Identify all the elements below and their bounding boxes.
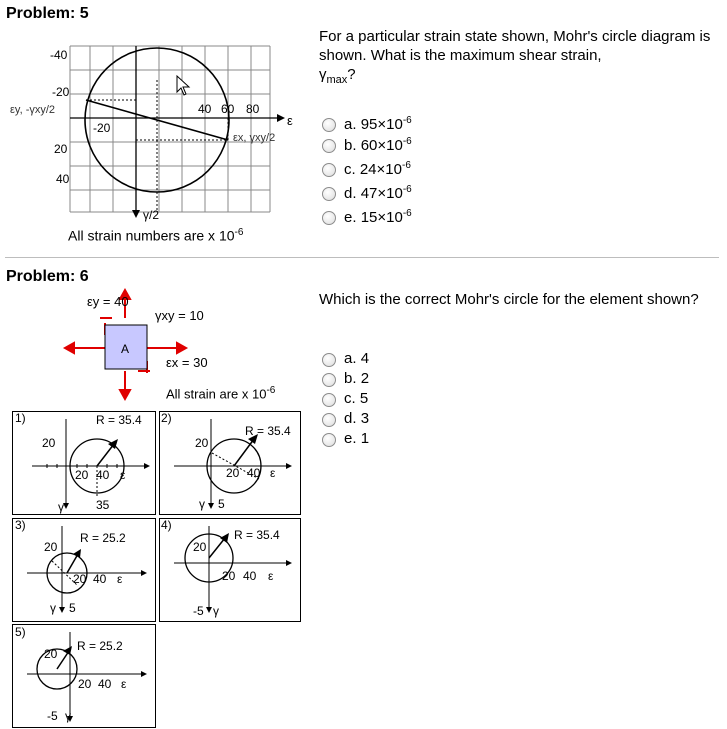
p6-gamma-xy: γxy = 10 bbox=[155, 308, 204, 323]
p5-point-x-label: εx, γxy/2 bbox=[233, 132, 276, 144]
radio-button[interactable] bbox=[322, 433, 336, 447]
p5-tick-top-2: 40 bbox=[198, 102, 212, 116]
section-divider bbox=[5, 257, 719, 258]
diagram-2-radius: R = 35.4 bbox=[245, 424, 291, 438]
radio-button[interactable] bbox=[322, 118, 336, 132]
radio-button[interactable] bbox=[322, 353, 336, 367]
p5-tick-left-1: -40 bbox=[50, 48, 68, 62]
diagram-3-left-tick: 20 bbox=[44, 540, 58, 554]
p5-point-y-label: εy, -γxy/2 bbox=[10, 104, 56, 116]
diagram-4-left-tick: 20 bbox=[193, 540, 207, 554]
diagram-2-eps: ε bbox=[270, 466, 276, 480]
diagram-1-left-tick: 20 bbox=[42, 436, 56, 450]
diagram-1-number: 1) bbox=[15, 411, 26, 425]
problem-6-title: Problem: 6 bbox=[6, 268, 89, 285]
diagram-5-tick-20: 20 bbox=[78, 677, 92, 691]
p6-element-label: A bbox=[121, 342, 130, 356]
p5-tick-top-3: 60 bbox=[221, 102, 235, 116]
diagram-5-eps: ε bbox=[121, 677, 127, 691]
diagram-5-radius: R = 25.2 bbox=[77, 639, 123, 653]
diagram-5-tick-40: 40 bbox=[98, 677, 112, 691]
diagram-5-gamma: γ bbox=[65, 709, 71, 723]
diagram-3-eps: ε bbox=[117, 572, 123, 586]
diagram-1-radius: R = 35.4 bbox=[96, 413, 142, 427]
diagram-2-number: 2) bbox=[161, 411, 172, 425]
diagram-4-tick-20: 20 bbox=[222, 569, 236, 583]
diagram-3-gamma: γ bbox=[50, 601, 56, 615]
diagram-2-tick-20: 20 bbox=[226, 466, 240, 480]
diagram-1-tick-40: 40 bbox=[96, 468, 110, 482]
diagram-1-tick-20: 20 bbox=[75, 468, 89, 482]
diagram-5-ext: -5 bbox=[47, 709, 58, 723]
diagram-1-eps: ε bbox=[120, 468, 126, 482]
diagram-2-left-tick: 20 bbox=[195, 436, 209, 450]
diagram-4-ext: -5 bbox=[193, 604, 204, 618]
diagram-3-number: 3) bbox=[15, 518, 26, 532]
diagram-2-ext: 5 bbox=[218, 497, 225, 511]
p5-tick-left-4: 40 bbox=[56, 172, 70, 186]
p5-tick-left-3: 20 bbox=[54, 142, 68, 156]
diagram-3-tick-20: 20 bbox=[73, 572, 87, 586]
diagram-4-eps: ε bbox=[268, 569, 274, 583]
radio-button[interactable] bbox=[322, 211, 336, 225]
p5-eps-axis-label: ε bbox=[287, 113, 293, 128]
p6-eps-x: εx = 30 bbox=[166, 355, 208, 370]
p6-eps-y: εy = 40 bbox=[87, 294, 129, 309]
p5-units-note: All strain numbers are x $10^{-6}$ bbox=[68, 227, 244, 244]
p5-tick-top-4: 80 bbox=[246, 102, 260, 116]
p5-tick-top-1: -20 bbox=[93, 121, 111, 135]
diagram-3-radius: R = 25.2 bbox=[80, 531, 126, 545]
diagram-2-tick-40: 40 bbox=[247, 466, 261, 480]
diagram-1-ext: 35 bbox=[96, 498, 110, 512]
radio-button[interactable] bbox=[322, 139, 336, 153]
diagram-2-gamma: γ bbox=[199, 497, 205, 511]
diagram-5-left-tick: 20 bbox=[44, 647, 58, 661]
problem-5-title: Problem: 5 bbox=[6, 5, 89, 22]
diagram-1-gamma: γ bbox=[58, 500, 64, 514]
diagram-3-ext: 5 bbox=[69, 601, 76, 615]
p6-question: Which is the correct Mohr's circle for the element shown? bbox=[319, 291, 699, 308]
diagram-3-tick-40: 40 bbox=[93, 572, 107, 586]
diagram-4-radius: R = 35.4 bbox=[234, 528, 280, 542]
p5-tick-left-2: -20 bbox=[52, 85, 70, 99]
radio-button[interactable] bbox=[322, 393, 336, 407]
diagram-4-number: 4) bbox=[161, 518, 172, 532]
p5-gamma-axis-label: γ/2 bbox=[143, 208, 160, 222]
radio-button[interactable] bbox=[322, 413, 336, 427]
radio-button[interactable] bbox=[322, 373, 336, 387]
radio-button[interactable] bbox=[322, 187, 336, 201]
radio-button[interactable] bbox=[322, 163, 336, 177]
diagram-4-gamma: γ bbox=[213, 604, 219, 618]
p6-units-note: All strain are x $10^{-6}$ bbox=[166, 385, 276, 402]
diagram-5-number: 5) bbox=[15, 625, 26, 639]
diagram-4-tick-40: 40 bbox=[243, 569, 257, 583]
p5-question: For a particular strain state shown, Mohr's circle diagram is shown. What is the maximum shear strain, $\gamma_{max}$? bbox=[319, 28, 711, 86]
